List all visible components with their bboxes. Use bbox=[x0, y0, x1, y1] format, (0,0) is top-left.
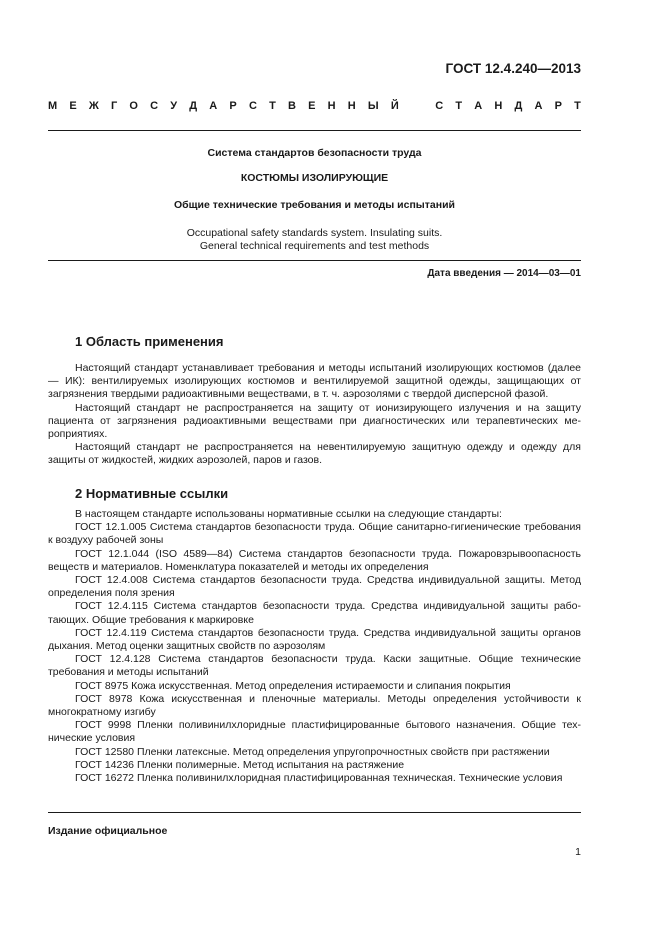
banner-letter: Н bbox=[494, 100, 503, 112]
reference-item: ГОСТ 8978 Кожа искусственная и пленочные материалы. Методы определения устойчивости к многократному изгибу bbox=[48, 692, 581, 719]
reference-item: ГОСТ 8975 Кожа искусственная. Метод определения истираемости и слипания покрытия bbox=[75, 679, 511, 692]
reference-item: ГОСТ 9998 Пленки поливинилхлоридные пластифицированные бытового назначения. Общие технические условия bbox=[48, 719, 581, 745]
paragraph: В настоящем стандарте использованы нормативные ссылки на следующие стандарты: bbox=[75, 508, 502, 520]
banner-letter: Т bbox=[455, 100, 463, 112]
section-2-heading: 2 Нормативные ссылки bbox=[75, 486, 229, 501]
reference-item: ГОСТ 12.1.005 Система стандартов безопасности труда. Общие санитарно-гигиенические требования к воздуху рабочей зоны bbox=[48, 521, 581, 547]
reference-item: ГОСТ 14236 Пленки полимерные. Метод испытания на растяжение bbox=[75, 758, 405, 771]
banner-letter: Н bbox=[347, 100, 356, 112]
banner-letter: Е bbox=[69, 100, 77, 112]
section-1-heading: 1 Область применения bbox=[75, 334, 224, 349]
banner-letter: О bbox=[129, 100, 138, 112]
paragraph: Настоящий стандарт не распространяется на невентилируемую защитную одежду и одежду для защиты от жидкостей, жидких аэрозолей, паров и газов. bbox=[48, 441, 581, 467]
paragraph: Настоящий стандарт устанавливает требования и методы испытаний изолирующих костюмов (далее — ИК): вентилируемых изолирующих костюмов и вентилируемой защитной одежды, защищающих от загрязнения твердыми радиоактивными веществами, в т. ч. аэрозолями с твердой дисперсной фазой. bbox=[48, 362, 581, 401]
english-title-line-1: Occupational safety standards system. Insulating suits. bbox=[186, 227, 443, 239]
title-divider bbox=[48, 260, 581, 261]
document-number: ГОСТ 12.4.240—2013 bbox=[445, 61, 581, 76]
banner-letter: У bbox=[170, 100, 178, 112]
banner-letter: Е bbox=[308, 100, 316, 112]
banner-letter: С bbox=[435, 100, 444, 112]
official-edition-note: Издание официальное bbox=[48, 825, 168, 837]
footer-divider bbox=[48, 812, 581, 813]
banner-letter: А bbox=[534, 100, 543, 112]
banner-letter: Д bbox=[514, 100, 523, 112]
english-title bbox=[48, 227, 581, 253]
reference-item: ГОСТ 12.1.044 (ISO 4589—84) Система стандартов безопасности труда. Пожаровзрывоопасность веществ и материалов. Номенклатура показателей и методы их определения bbox=[48, 547, 581, 573]
introduction-date: Дата введения — 2014—03—01 bbox=[427, 268, 581, 279]
reference-item: ГОСТ 12580 Пленки латексные. Метод определения упругопрочностных свойств при растяжении bbox=[75, 745, 550, 758]
banner-letter: Р bbox=[554, 100, 562, 112]
banner-letter: Г bbox=[110, 100, 118, 112]
banner-letter: Т bbox=[269, 100, 276, 112]
banner-letter: Р bbox=[229, 100, 237, 112]
banner-letter: С bbox=[248, 100, 257, 112]
paragraph: Настоящий стандарт не распространяется на защиту от ионизирующего излучения и на защиту пациента от загрязнения радиоактивными веществами при диагностических или терапевтических мероприятиях. bbox=[48, 401, 581, 441]
reference-item: ГОСТ 12.4.115 Система стандартов безопасности труда. Средства индивидуальной защиты работающих. Общие требования к маркировке bbox=[48, 600, 581, 626]
banner-letter: А bbox=[209, 100, 218, 112]
section-2-body bbox=[48, 508, 581, 785]
reference-item: ГОСТ 16272 Пленка поливинилхлоридная пластифицированная техническая. Технические условия bbox=[75, 772, 563, 785]
banner-letter: Д bbox=[189, 100, 198, 112]
banner-letter: Ы bbox=[367, 100, 379, 112]
banner-letter: Ж bbox=[88, 100, 99, 112]
reference-item: ГОСТ 12.4.128 Система стандартов безопасности труда. Каски защитные. Общие технические требования и методы испытаний bbox=[48, 653, 581, 679]
reference-item: ГОСТ 12.4.008 Система стандартов безопасности труда. Средства индивидуальной защиты. Метод определения поля зрения bbox=[48, 574, 581, 600]
banner-letter: С bbox=[150, 100, 159, 112]
banner-letter: Т bbox=[574, 100, 581, 112]
standard-series: Система стандартов безопасности труда bbox=[207, 147, 422, 159]
document-subtitle: Общие технические требования и методы испытаний bbox=[174, 199, 455, 211]
english-title-line-2: General technical requirements and test methods bbox=[199, 240, 430, 252]
banner-letter: Й bbox=[390, 100, 399, 112]
banner-letter: Н bbox=[327, 100, 336, 112]
standard-banner bbox=[48, 100, 581, 112]
page-number: 1 bbox=[575, 846, 581, 858]
header-divider bbox=[48, 130, 581, 131]
section-1-body bbox=[48, 362, 581, 468]
banner-letter: А bbox=[474, 100, 483, 112]
banner-letter: В bbox=[287, 100, 296, 112]
banner-letter: М bbox=[48, 100, 58, 112]
document-title: КОСТЮМЫ ИЗОЛИРУЮЩИЕ bbox=[240, 172, 389, 184]
reference-item: ГОСТ 12.4.119 Система стандартов безопасности труда. Средства индивидуальной защиты органов дыхания. Метод оценки защитных свойств по аэрозолям bbox=[48, 626, 581, 653]
